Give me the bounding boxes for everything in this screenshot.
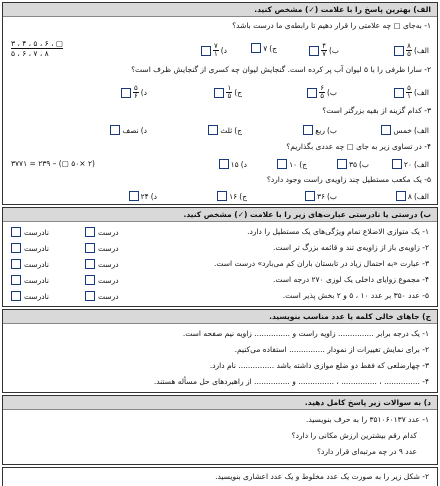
- q3-text: ۳- کدام گزینه از بقیه بزرگتر است؟: [322, 106, 431, 115]
- section-b-header: ب) درستی یا نادرستی عبارت‌های زیر را با علامت (✓) مشخص کنید.: [3, 208, 437, 222]
- q1-d-fraction: $\frac{۷}{۱}$: [213, 42, 218, 58]
- q4-a-checkbox[interactable]: [392, 159, 402, 169]
- q5-option-b[interactable]: ب) ۳۶: [305, 191, 337, 201]
- q5-d-checkbox[interactable]: [129, 191, 139, 201]
- q2-option-c[interactable]: ج) $\frac{۱}{۵}$: [214, 85, 242, 100]
- q1-sequence: ۳ ، ۴ ، ۵ ، ۶ ، ▢ ۵ ، ۶ ، ۷ ، ۸: [11, 39, 63, 58]
- q4-d-checkbox[interactable]: [219, 159, 229, 169]
- q2-b-checkbox[interactable]: [307, 88, 317, 98]
- q1-text: ۱- به‌جای ▢ چه علامتی را قرار دهیم تا رابطه‌ی ما درست باشد؟: [232, 21, 431, 30]
- q2-c-checkbox[interactable]: [214, 88, 224, 98]
- q4-option-b[interactable]: ب) ۳۵: [337, 159, 369, 169]
- tf-item-4-false[interactable]: نادرست: [11, 275, 49, 285]
- q4-option-a[interactable]: الف) ۲۰: [392, 159, 429, 169]
- tf-item-1: ۱- یک متوازی الاضلاع تمام ویژگی‌های یک مستطیل را دارد.: [247, 227, 429, 236]
- q3-b-checkbox[interactable]: [303, 125, 313, 135]
- tf-item-2: ۲- زاویه‌ی باز از زاویه‌ی تند و قائمه بزرگ تر است.: [272, 243, 429, 252]
- q2-a-checkbox[interactable]: [394, 88, 404, 98]
- q5-b-checkbox[interactable]: [305, 191, 315, 201]
- false-checkbox[interactable]: [11, 291, 21, 301]
- section-question-2: [2, 467, 438, 486]
- section-full-answer: [2, 395, 438, 465]
- q3-option-c[interactable]: ج) ثلث: [208, 125, 242, 135]
- false-checkbox[interactable]: [11, 259, 21, 269]
- q2-option-d[interactable]: د) $\frac{۵}{۶}$: [121, 85, 147, 100]
- q5-option-a[interactable]: الف) ۸: [396, 191, 429, 201]
- q5-a-checkbox[interactable]: [396, 191, 406, 201]
- tf-item-4-true[interactable]: درست: [85, 275, 119, 285]
- q1-d-checkbox[interactable]: [201, 46, 211, 56]
- section-c-header: ج) جاهای خالی کلمه یا عدد مناسب بنویسید.: [3, 310, 437, 324]
- answer-item-1b: کدام رقم بیشترین ارزش مکانی را دارد؟: [291, 431, 417, 440]
- true-checkbox[interactable]: [85, 259, 95, 269]
- fill-item-2: ۲- برای نمایش تغییرات از نمودار ............... استفاده می‌کنیم.: [234, 345, 429, 354]
- q1-a-fraction: $\frac{۸}{۵}$: [407, 42, 411, 58]
- fill-item-4: ۴- ............... ، ............... ، ............... و ............... از راهبردهای حل مسأله هستند.: [153, 377, 429, 386]
- q1-a-checkbox[interactable]: [394, 46, 404, 56]
- tf-item-2-true[interactable]: درست: [85, 243, 119, 253]
- q2-option-b[interactable]: ب) $\frac{۶}{۵}$: [307, 85, 337, 100]
- fill-item-1: ۱- یک درجه برابر ............... زاویه راست و ............... زاویه نیم صفحه است.: [182, 329, 429, 338]
- q5-option-d[interactable]: د) ۲۴: [129, 191, 157, 201]
- tf-item-2-false[interactable]: نادرست: [11, 243, 49, 253]
- section-multiple-choice: [2, 2, 438, 205]
- section-a-header: الف) بهترین پاسخ را با علامت (✓) مشخص کنید.: [3, 3, 437, 17]
- true-checkbox[interactable]: [85, 227, 95, 237]
- tf-item-5: ۵- عدد ۳۵۰ بر عدد ۱۰ ، ۵ و ۲ بخش پذیر است.: [282, 291, 429, 300]
- tf-item-1-true[interactable]: درست: [85, 227, 119, 237]
- tf-item-3: ۳- عبارت «به احتمال زیاد در تابستان باران کم می‌بارد» درست است.: [214, 259, 429, 268]
- tf-item-4: ۴- مجموع زوایای داخلی یک لوزی ۲۷۰ درجه است.: [272, 275, 429, 284]
- q1-option-d[interactable]: د) $\frac{۷}{۱}$: [201, 43, 227, 58]
- tf-item-5-false[interactable]: نادرست: [11, 291, 49, 301]
- section-fill-blanks: [2, 309, 438, 393]
- true-checkbox[interactable]: [85, 243, 95, 253]
- q3-option-b[interactable]: ب) ربع: [303, 125, 337, 135]
- q2-text: ۲- سارا ظرفی را با ۵ لیوان آب پر کرده است. گنجایش لیوان چه کسری از گنجایش ظرف است؟: [131, 65, 431, 74]
- tf-item-5-true[interactable]: درست: [85, 291, 119, 301]
- q5-c-checkbox[interactable]: [217, 191, 227, 201]
- section-true-false: [2, 207, 438, 307]
- false-checkbox[interactable]: [11, 227, 21, 237]
- false-checkbox[interactable]: [11, 243, 21, 253]
- q5-text: ۵- یک مکعب مستطیل چند زاویه‌ی راست وجود دارد؟: [266, 175, 431, 184]
- tf-item-1-false[interactable]: نادرست: [11, 227, 49, 237]
- q4-text: ۴- در تساوی زیر به جای ▢ چه عددی بگذاریم؟: [286, 142, 431, 151]
- q2-option-a[interactable]: الف) $\frac{۵}{۱}$: [394, 85, 429, 100]
- q3-d-checkbox[interactable]: [110, 125, 120, 135]
- q4-option-d[interactable]: د) ۱۵: [219, 159, 247, 169]
- false-checkbox[interactable]: [11, 275, 21, 285]
- q1-option-b[interactable]: ب) $\frac{۴}{۷}$: [309, 43, 339, 58]
- q4-b-checkbox[interactable]: [337, 159, 347, 169]
- answer-item-2: ۲- شکل زیر را به صورت یک عدد مخلوط و یک عدد اعشاری بنویسید.: [215, 472, 429, 481]
- q3-a-checkbox[interactable]: [381, 125, 391, 135]
- answer-item-1: ۱- عدد ۳۵۱۰۶۰۱۳۷ را به حرف بنویسید.: [305, 415, 429, 424]
- q3-option-d[interactable]: د) نصف: [110, 125, 147, 135]
- q5-option-c[interactable]: ج) ۱۶: [217, 191, 247, 201]
- q1-b-fraction: $\frac{۴}{۷}$: [322, 42, 326, 58]
- tf-item-3-false[interactable]: نادرست: [11, 259, 49, 269]
- q4-equation: (۲ ×۵۰ ▢) – ۲۳۹ = ۳۷۷۱: [11, 159, 95, 168]
- q3-c-checkbox[interactable]: [208, 125, 218, 135]
- q2-d-checkbox[interactable]: [121, 88, 131, 98]
- q3-option-a[interactable]: الف) خمس: [381, 125, 429, 135]
- true-checkbox[interactable]: [85, 275, 95, 285]
- q1-option-a[interactable]: الف) $\frac{۸}{۵}$: [394, 43, 429, 58]
- fill-item-3: ۳- چهارضلعی که فقط دو ضلع موازی داشته باشد ............... نام دارد.: [209, 361, 429, 370]
- q4-c-checkbox[interactable]: [277, 159, 287, 169]
- q1-option-c[interactable]: ج) ۷: [251, 43, 277, 53]
- answer-item-1c: عدد ۹ در چه مرتبه‌ای قرار دارد؟: [317, 447, 417, 456]
- q1-c-checkbox[interactable]: [251, 43, 261, 53]
- q4-option-c[interactable]: ج) ۱۰: [277, 159, 307, 169]
- true-checkbox[interactable]: [85, 291, 95, 301]
- section-d-header: د) به سوالات زیر پاسخ کامل دهید.: [3, 396, 437, 410]
- q1-b-checkbox[interactable]: [309, 46, 319, 56]
- tf-item-3-true[interactable]: درست: [85, 259, 119, 269]
